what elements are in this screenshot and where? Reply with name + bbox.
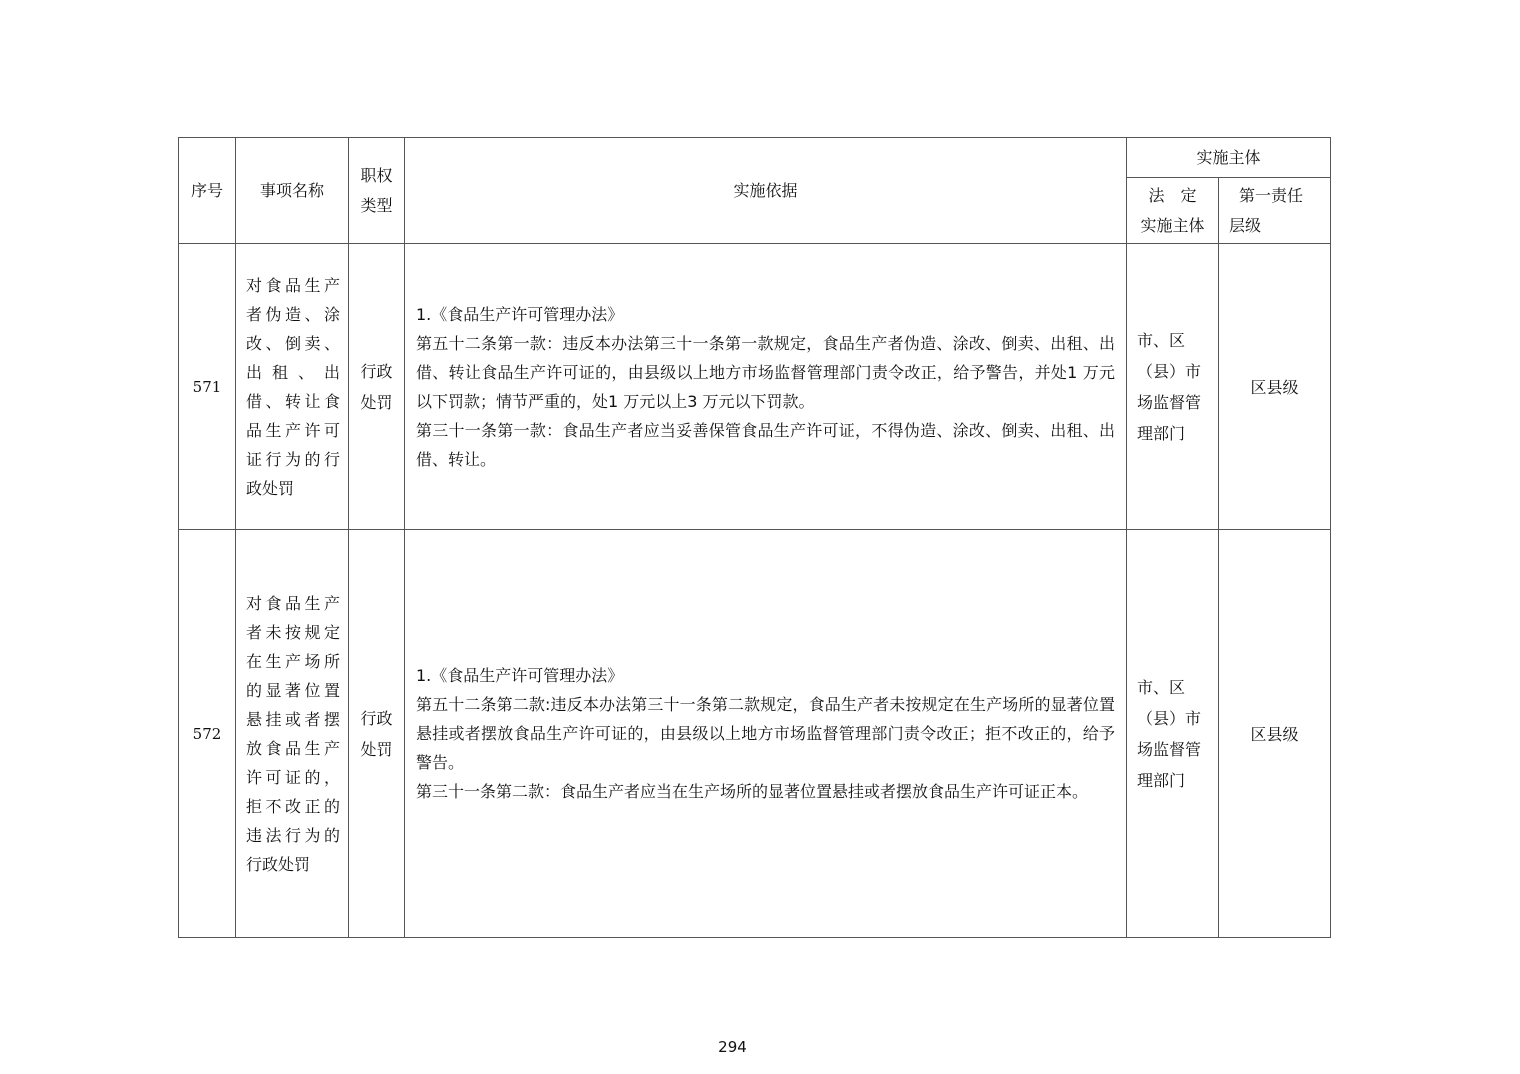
row-basis [405, 530, 1127, 938]
header-power-type-line2: 类型 [360, 195, 393, 215]
row-power-type [349, 530, 405, 938]
header-first-level [1219, 178, 1331, 244]
row-power-type [349, 244, 405, 530]
row-basis [405, 244, 1127, 530]
basis-clause: 第三十一条第一款：食品生产者应当妥善保管食品生产许可证，不得伪造、涂改、倒卖、出租、出借、转让。 [416, 420, 1115, 469]
row-seq: 571 [179, 244, 236, 530]
basis-title: 1.《食品生产许可管理办法》 [416, 304, 624, 324]
header-basis: 实施依据 [405, 138, 1127, 244]
header-item-name: 事项名称 [236, 138, 349, 244]
header-first-level-line2: 层级 [1229, 215, 1262, 235]
basis-clause: 第五十二条第一款：违反本办法第三十一条第一款规定，食品生产者伪造、涂改、倒卖、出租、出借、转让食品生产许可证的，由县级以上地方市场监督管理部门责令改正，给予警告，并处1 万元以下罚款；情节严重的，处1 万元以上3 万元以下罚款。 [416, 333, 1115, 411]
row-item-name: 对食品生产者伪造、涂改、倒卖、出租、出借、转让食品生产许可证行为的行政处罚 [236, 244, 349, 530]
row-legal-subject: 市、区（县）市场监督管理部门 [1127, 530, 1219, 938]
header-legal-subject-line1: 法 定 [1148, 185, 1197, 205]
row-power-type-line1: 行政 [360, 708, 393, 728]
basis-clause: 第五十二条第二款:违反本办法第三十一条第二款规定，食品生产者未按规定在生产场所的显著位置悬挂或者摆放食品生产许可证的，由县级以上地方市场监督管理部门责令改正；拒不改正的，给予警告。 [416, 695, 1115, 772]
table-row [179, 244, 1331, 530]
row-seq: 572 [179, 530, 236, 938]
basis-clause: 第三十一条第二款：食品生产者应当在生产场所的显著位置悬挂或者摆放食品生产许可证正本。 [416, 782, 1089, 801]
row-power-type-line2: 处罚 [360, 392, 393, 412]
page-number: 294 [718, 1038, 747, 1056]
row-power-type-line1: 行政 [360, 361, 393, 381]
row-legal-subject: 市、区（县）市场监督管理部门 [1127, 244, 1219, 530]
row-first-level: 区县级 [1219, 530, 1331, 938]
header-legal-subject [1127, 178, 1219, 244]
row-first-level: 区县级 [1219, 244, 1331, 530]
header-seq: 序号 [179, 138, 236, 244]
header-power-type-line1: 职权 [360, 165, 393, 185]
header-subject-group: 实施主体 [1127, 138, 1331, 178]
header-legal-subject-line2: 实施主体 [1140, 215, 1205, 235]
enforcement-table [178, 137, 1331, 938]
header-row-1 [179, 138, 1331, 178]
basis-title: 1.《食品生产许可管理办法》 [416, 666, 624, 685]
table-row [179, 530, 1331, 938]
row-item-name: 对食品生产者未按规定在生产场所的显著位置悬挂或者摆放食品生产许可证的，拒不改正的违法行为的行政处罚 [236, 530, 349, 938]
header-power-type [349, 138, 405, 244]
row-power-type-line2: 处罚 [360, 739, 393, 759]
header-first-level-line1: 第一责任 [1239, 185, 1304, 205]
